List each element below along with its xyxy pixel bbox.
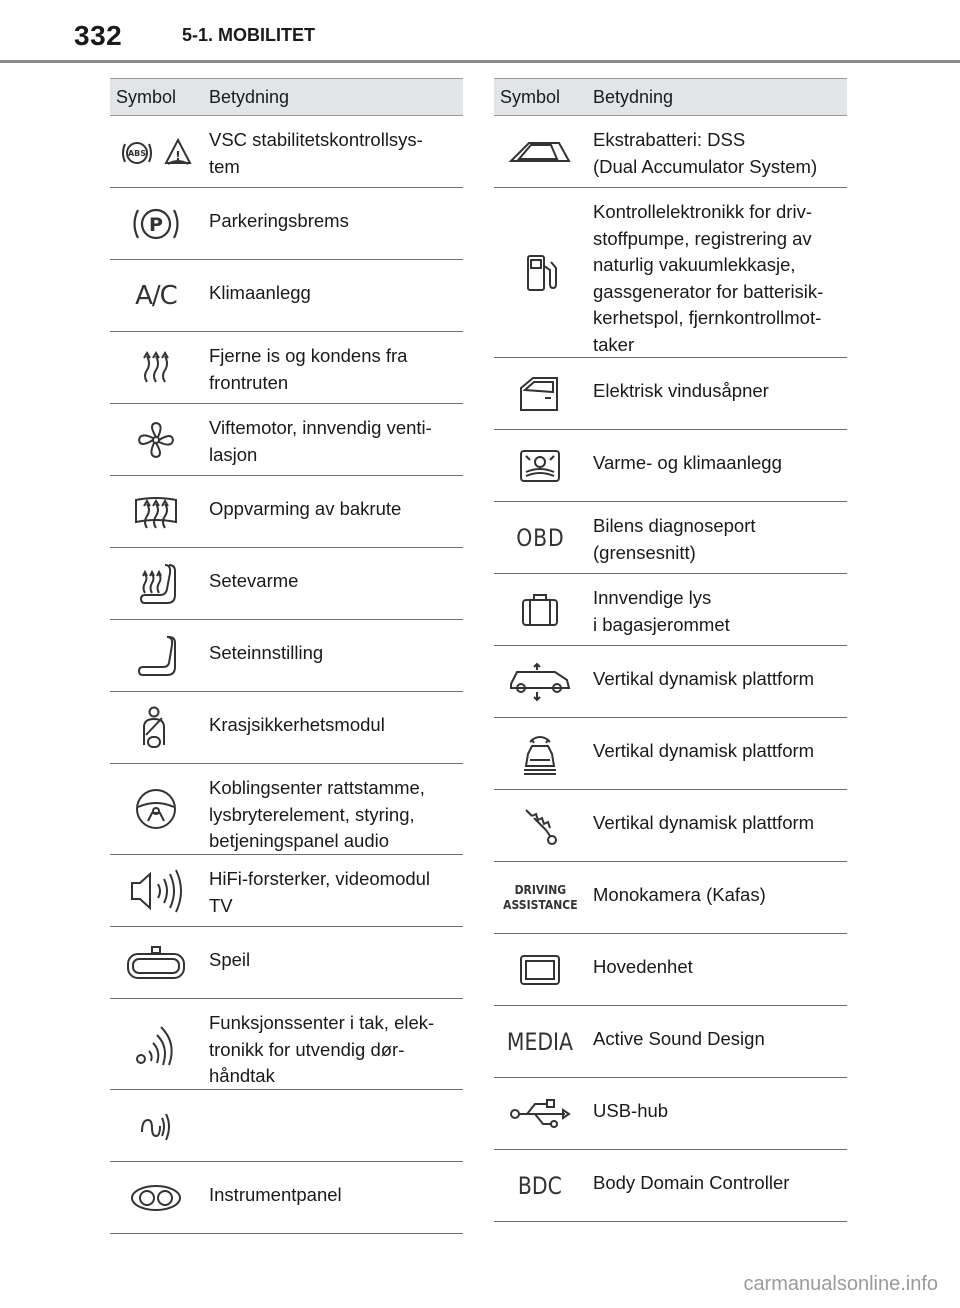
table-row (494, 1078, 847, 1150)
section-title: 5-1. MOBILITET (182, 25, 316, 45)
table-row (494, 502, 847, 574)
row-meaning: Speil (209, 949, 251, 970)
driving-assistance-text-2: ASSISTANCE (502, 897, 578, 912)
abs-vsc-warning-icons (110, 116, 202, 187)
row-meaning: Ekstrabatteri: DSS (Dual Accumulator System) (593, 129, 818, 177)
row-meaning: Oppvarming av bakrute (209, 498, 402, 519)
bdc-symbol-text: BDC (518, 1171, 562, 1200)
row-meaning: Koblingsenter rattstamme, lysbryterelement, styring, betjeningspanel audio (209, 777, 425, 851)
table-row (494, 188, 847, 358)
table-row (494, 1150, 847, 1222)
parking-brake-icon (110, 188, 202, 259)
row-meaning: Funksjonssenter i tak, elek- tronikk for utvendig dør- håndtak (209, 1012, 435, 1086)
table-row (494, 718, 847, 790)
symbol-table-left (110, 78, 463, 1234)
car-height-icon (494, 646, 586, 717)
header-rule (0, 60, 960, 63)
table-row (110, 548, 463, 620)
table-row (494, 116, 847, 188)
row-meaning: Viftemotor, innvendig venti- lasjon (209, 417, 432, 465)
table-row (110, 927, 463, 999)
page-number: 332 (74, 20, 123, 51)
row-meaning: Bilens diagnoseport (grensesnitt) (593, 515, 756, 563)
column-header-symbol: Symbol (116, 87, 177, 107)
table-row (494, 574, 847, 646)
row-meaning: Elektrisk vindusåpner (593, 380, 769, 401)
table-row (494, 1006, 847, 1078)
symbol-table-right (494, 78, 847, 1222)
ac-symbol-text: A/C (135, 280, 177, 311)
driving-assistance-text-1: DRIVING (514, 882, 566, 897)
fan-icon (110, 404, 202, 475)
mirror-icon (110, 927, 202, 998)
row-meaning: Vertikal dynamisk plattform (593, 668, 815, 689)
row-meaning: Monokamera (Kafas) (593, 884, 766, 905)
usb-icon (494, 1078, 586, 1149)
wireless-signal-icon (110, 999, 202, 1089)
car-front-tilt-icon (494, 718, 586, 789)
luggage-icon (494, 574, 586, 645)
seatbelt-icon (110, 692, 202, 763)
row-meaning: Active Sound Design (593, 1028, 765, 1049)
table-row (110, 1090, 463, 1162)
table-row (110, 855, 463, 927)
table-row (110, 764, 463, 855)
column-header-meaning: Betydning (209, 87, 290, 107)
table-row (110, 260, 463, 332)
power-window-icon (494, 358, 586, 429)
table-row (494, 430, 847, 502)
media-symbol-text: MEDIA (506, 1027, 574, 1056)
driving-assistance-icon (494, 862, 586, 933)
bdc-icon (494, 1150, 586, 1221)
fuel-pump-icon (494, 188, 586, 357)
row-meaning: Krasjsikkerhetsmodul (209, 714, 385, 735)
table-row (110, 476, 463, 548)
svg-text:!: ! (175, 148, 181, 163)
instrument-panel-icon (110, 1162, 202, 1233)
table-row (110, 116, 463, 188)
row-meaning: Parkeringsbrems (209, 210, 349, 231)
head-unit-icon (494, 934, 586, 1005)
obd-icon (494, 502, 586, 573)
watermark: carmanualsonline.info (743, 1273, 938, 1295)
table-header (494, 78, 847, 116)
table-row (494, 790, 847, 862)
row-meaning: Hovedenhet (593, 956, 693, 977)
table-row (110, 404, 463, 476)
nfc-icon (110, 1090, 202, 1161)
obd-symbol-text: OBD (515, 523, 565, 552)
table-row (494, 646, 847, 718)
table-row (494, 934, 847, 1006)
table-row (110, 332, 463, 404)
table-row (110, 188, 463, 260)
rear-window-defrost-icon (110, 476, 202, 547)
table-row (110, 1162, 463, 1234)
page-header (0, 0, 960, 64)
table-header (110, 78, 463, 116)
table-row (110, 692, 463, 764)
battery-dss-icon (494, 116, 586, 187)
ac-icon (110, 260, 202, 331)
column-header-symbol: Symbol (500, 87, 561, 107)
row-meaning: Vertikal dynamisk plattform (593, 812, 815, 833)
row-meaning: HiFi-forsterker, videomodul TV (209, 868, 431, 916)
row-meaning: Varme- og klimaanlegg (593, 452, 782, 473)
svg-text:ABS: ABS (127, 148, 147, 158)
row-meaning: Instrumentpanel (209, 1184, 342, 1205)
row-meaning: Innvendige lys i bagasjerommet (593, 587, 730, 635)
row-meaning: Klimaanlegg (209, 282, 311, 303)
table-row (494, 358, 847, 430)
windshield-defrost-icon (110, 332, 202, 403)
row-meaning: Body Domain Controller (593, 1172, 790, 1193)
climate-control-icon (494, 430, 586, 501)
row-meaning: USB-hub (593, 1100, 669, 1121)
table-row (110, 620, 463, 692)
column-header-meaning: Betydning (593, 87, 674, 107)
seat-heater-icon (110, 548, 202, 619)
row-meaning: VSC stabilitetskontrollsys- tem (209, 129, 423, 177)
table-row (494, 862, 847, 934)
seat-icon (110, 620, 202, 691)
steering-wheel-icon (110, 764, 202, 854)
row-meaning: Seteinnstilling (209, 642, 324, 663)
table-row (110, 999, 463, 1090)
row-meaning: Fjerne is og kondens fra frontruten (209, 345, 408, 393)
speaker-icon (110, 855, 202, 926)
row-meaning: Vertikal dynamisk plattform (593, 740, 815, 761)
svg-text:P: P (149, 213, 163, 236)
shock-absorber-icon (494, 790, 586, 861)
media-icon (494, 1006, 586, 1077)
row-meaning: Kontrollelektronikk for driv- stoffpumpe, registrering av naturlig vakuumlekkasje, gassgenerator for batterisik- kerhetspol, fjernkontrollmot- taker (593, 201, 824, 355)
row-meaning: Setevarme (209, 570, 299, 591)
